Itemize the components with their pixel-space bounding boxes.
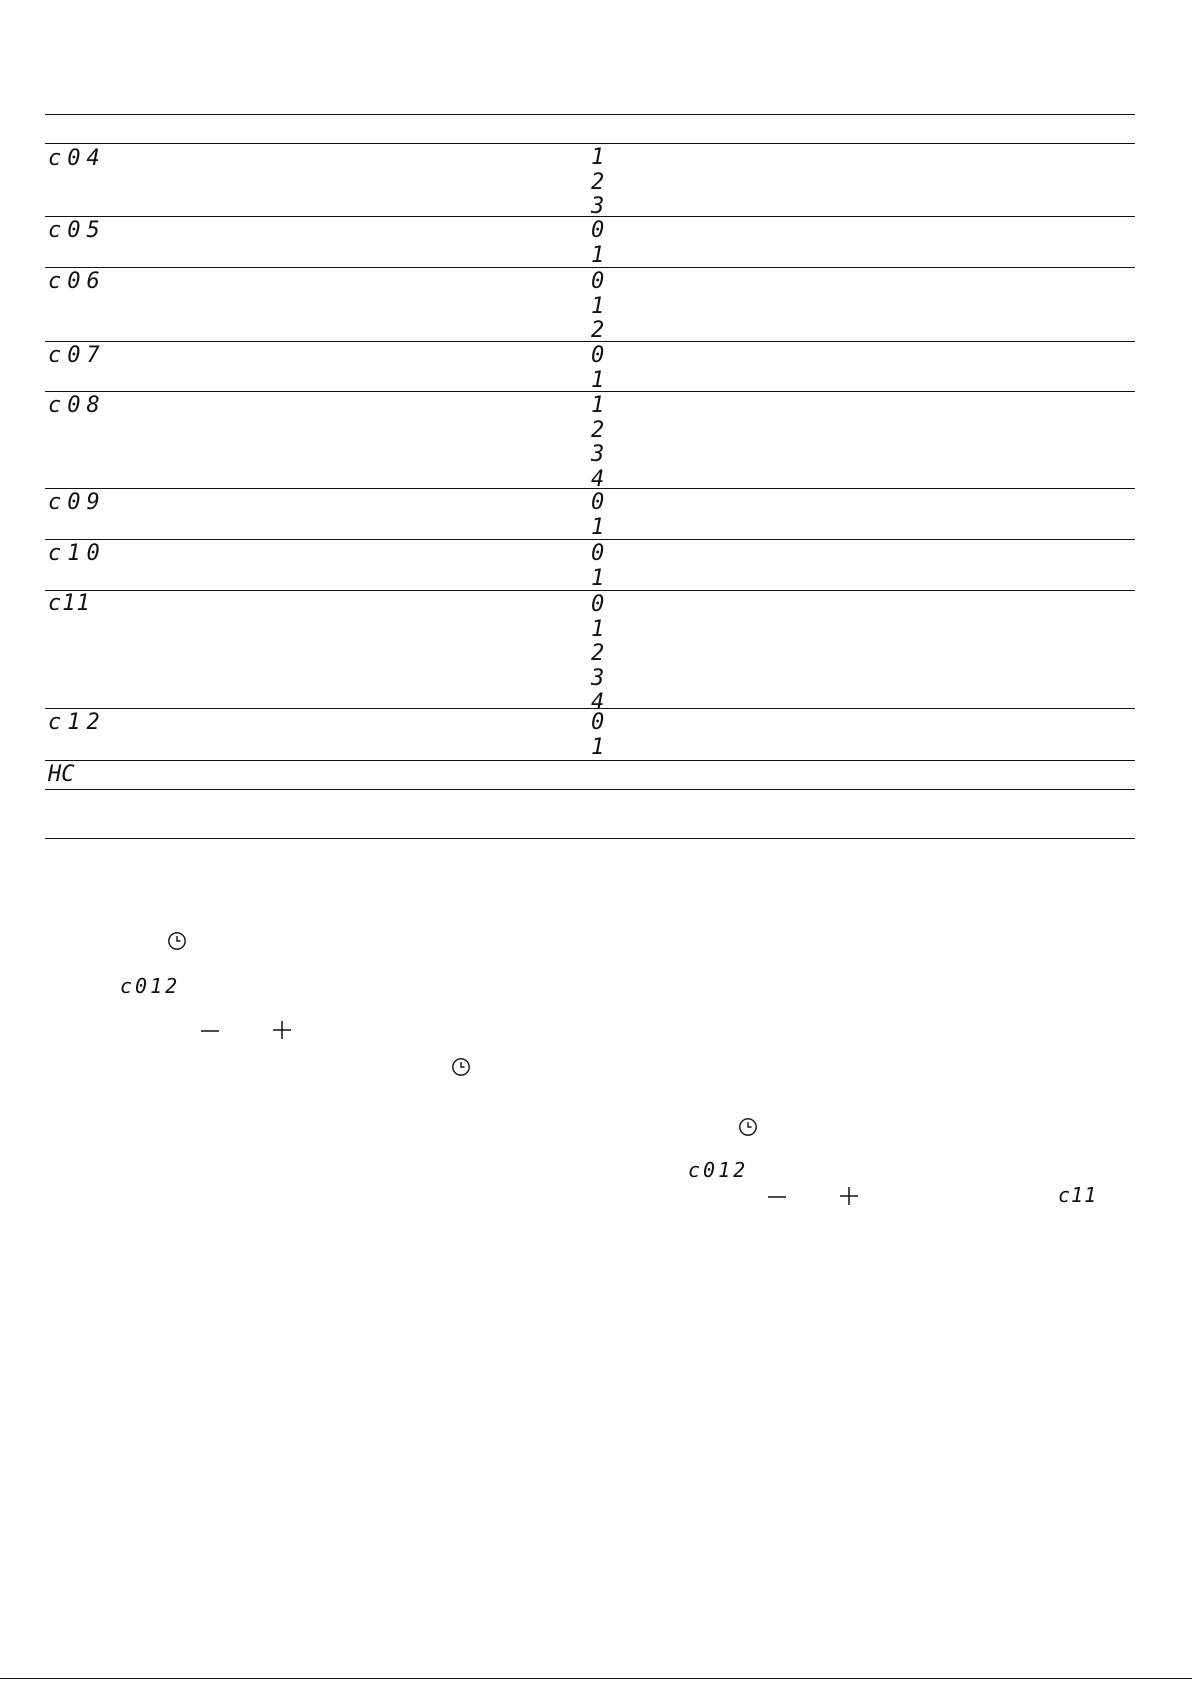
setting-value: 1 (591, 293, 605, 319)
row-divider (45, 708, 1135, 709)
setting-values (591, 491, 604, 540)
clock-icon (738, 1117, 758, 1137)
setting-values (591, 146, 604, 220)
setting-value: 1 (591, 145, 605, 170)
row-divider (45, 391, 1135, 392)
setting-value: 2 (591, 417, 605, 443)
setting-values (591, 344, 604, 393)
setting-code: c07 (48, 343, 106, 368)
setting-value: 0 (591, 710, 605, 735)
clock-icon (167, 931, 187, 951)
plus-icon (838, 1185, 860, 1207)
setting-value: 1 (591, 734, 605, 760)
setting-values (591, 219, 604, 268)
clock-icon (451, 1057, 471, 1077)
page-bottom-rule (0, 1678, 1192, 1679)
setting-code: c05 (48, 218, 106, 243)
row-divider (45, 341, 1135, 342)
row-divider (45, 760, 1135, 761)
setting-code: c09 (48, 490, 106, 515)
row-divider (45, 789, 1135, 790)
setting-value: 1 (591, 565, 605, 591)
setting-code: c08 (48, 393, 106, 418)
setting-value: 0 (591, 269, 605, 294)
setting-code: c06 (48, 269, 106, 294)
table-bottom-rule (45, 838, 1135, 839)
setting-values (591, 711, 604, 760)
setting-code: c11 (48, 591, 91, 616)
display-code: c012 (688, 1158, 749, 1182)
display-code: c11 (1058, 1183, 1098, 1207)
row-divider (45, 590, 1135, 591)
setting-value: 0 (591, 592, 605, 617)
setting-values (591, 542, 604, 591)
row-divider (45, 267, 1135, 268)
setting-value: 1 (591, 242, 605, 268)
setting-value: 2 (591, 318, 605, 343)
setting-value: 1 (591, 367, 605, 393)
setting-code: c04 (48, 146, 106, 171)
row-divider (45, 539, 1135, 540)
setting-values (591, 270, 604, 344)
setting-value: 2 (591, 641, 605, 666)
minus-icon (766, 1187, 788, 1207)
setting-values (591, 394, 604, 492)
setting-value: 2 (591, 169, 605, 195)
row-divider (45, 488, 1135, 489)
setting-value: 0 (591, 541, 605, 566)
setting-value: 3 (591, 442, 605, 467)
setting-value: 3 (591, 194, 605, 219)
row-divider (45, 216, 1135, 217)
plus-icon (271, 1019, 293, 1041)
setting-value: 0 (591, 218, 605, 243)
setting-value: 1 (591, 616, 605, 642)
table-top-rule (45, 114, 1135, 115)
setting-value: 3 (591, 665, 605, 691)
setting-value: 4 (591, 690, 605, 715)
setting-value: 4 (591, 466, 605, 492)
setting-values (591, 593, 604, 716)
setting-value: 0 (591, 343, 605, 368)
display-code: c012 (120, 974, 181, 998)
setting-value: 1 (591, 393, 605, 418)
setting-code: c10 (48, 541, 106, 566)
minus-icon (199, 1021, 221, 1041)
table-header-rule (45, 143, 1135, 144)
setting-code: c12 (48, 710, 106, 735)
setting-code: HC (48, 762, 75, 787)
setting-value: 0 (591, 490, 605, 515)
setting-value: 1 (591, 514, 605, 540)
